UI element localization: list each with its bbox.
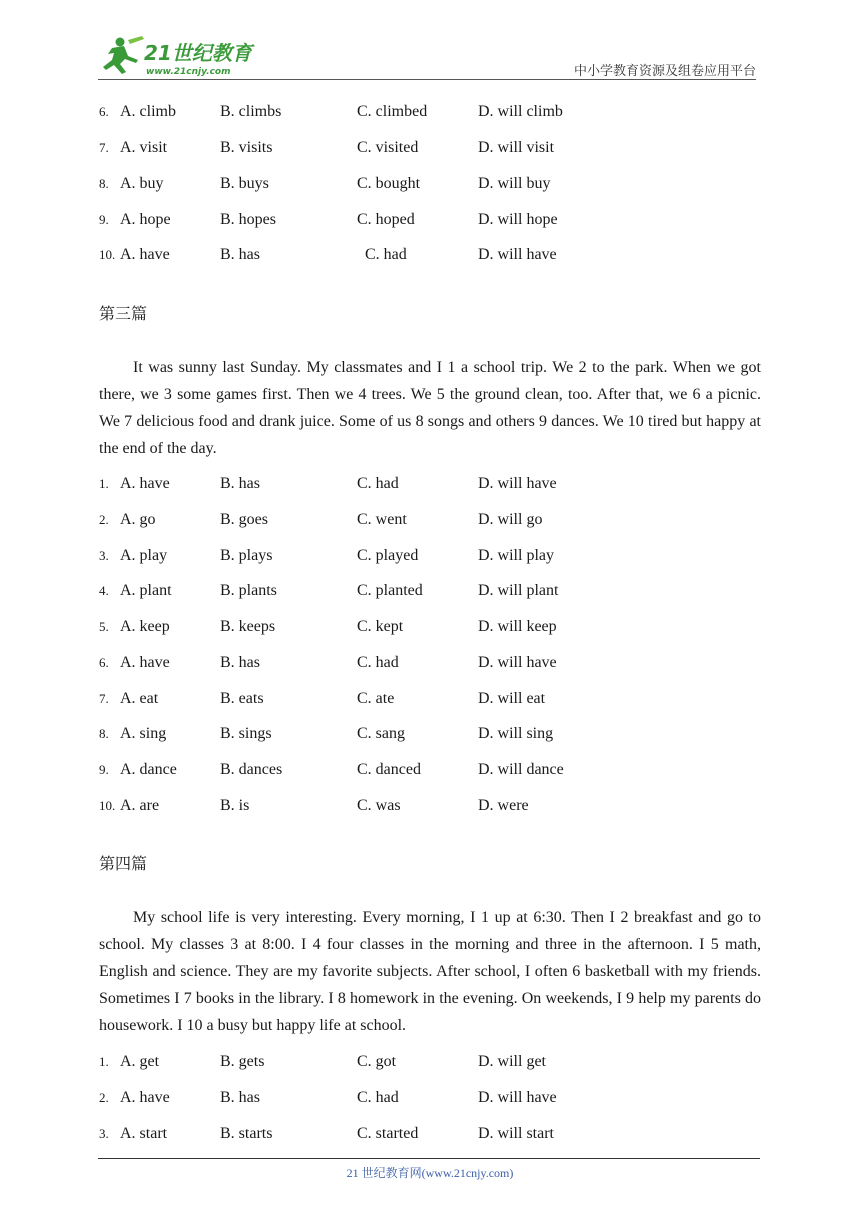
option-c: C. started [357,1125,419,1142]
option-d: D. will eat [478,690,546,707]
option-b: B. sings [220,725,272,742]
footer-divider [98,1158,760,1159]
page-header [98,30,756,78]
option-c: C. bought [357,175,421,192]
question-number: 7. [99,691,109,706]
option-a: A. hope [120,211,171,228]
option-c: C. sang [357,725,405,742]
option-a: A. get [120,1053,160,1070]
option-d: D. will go [478,511,543,528]
option-a: A. have [120,246,170,263]
option-a: A. have [120,475,170,492]
question-number: 5. [99,619,109,634]
question-number: 6. [99,655,109,670]
option-c: C. went [357,511,407,528]
option-a: A. play [120,547,168,564]
question-number: 8. [99,726,109,741]
site-logo [98,34,268,78]
option-a: A. buy [120,175,164,192]
question-number: 8. [99,176,109,191]
option-d: D. will keep [478,618,557,635]
option-b: B. keeps [220,618,276,635]
question-number: 9. [99,212,109,227]
option-c: C. ate [357,690,395,707]
passage-part4: My school life is very interesting. Every morning, I 1 up at 6:30. Then I 2 breakfast and go to school. My classes 3 at 8:00. I 4 four classes in the morning and three in the afternoon. I 5 math, English and science. They are my favorite subjects. After school, I often 6 basketball with my friends. Sometimes I 7 books in the library. I 8 homework in the evening. On weekends, I 9 help my parents do housework. I 10 a busy but happy life at school. [99,909,761,1034]
question-number: 1. [99,476,109,491]
option-d: D. were [478,797,529,814]
option-c: C. climbed [357,103,428,120]
option-b: B. climbs [220,103,282,120]
option-c: C. kept [357,618,404,635]
option-a: A. climb [120,103,176,120]
question-number: 10. [99,247,116,262]
option-c: C. played [357,547,419,564]
option-b: B. plays [220,547,273,564]
option-c: C. had [365,246,407,263]
option-a: A. are [120,797,160,814]
option-b: B. visits [220,139,273,156]
question-number: 4. [99,583,109,598]
option-b: B. has [220,246,260,263]
option-b: B. hopes [220,211,276,228]
option-d: D. will dance [478,761,564,778]
option-a: A. visit [120,139,168,156]
passage-part3: It was sunny last Sunday. My classmates and I 1 a school trip. We 2 to the park. When we got there, we 3 some games first. Then we 4 trees. We 5 the ground clean, too. After that, we 6 a picnic. We 7 delicious food and drank juice. Some of us 8 songs and others 9 dances. We 10 tired but happy at the end of the day. [99,359,761,457]
option-b: B. has [220,654,260,671]
option-b: B. dances [220,761,283,778]
option-c: C. hoped [357,211,415,228]
option-d: D. will have [478,1089,557,1106]
option-c: C. had [357,475,399,492]
option-b: B. starts [220,1125,273,1142]
option-c: C. had [357,1089,399,1106]
option-b: B. has [220,1089,260,1106]
option-b: B. has [220,475,260,492]
question-number: 3. [99,548,109,563]
option-b: B. is [220,797,250,814]
option-a: A. eat [120,690,159,707]
option-b: B. plants [220,582,277,599]
option-a: A. sing [120,725,167,742]
option-a: A. keep [120,618,170,635]
option-d: D. will get [478,1053,546,1070]
option-c: C. was [357,797,401,814]
option-c: C. visited [357,139,419,156]
option-a: A. dance [120,761,177,778]
header-platform-text: 中小学教育资源及组卷应用平台 [573,64,756,79]
option-c: C. got [357,1053,397,1070]
option-b: B. buys [220,175,269,192]
section-title-part3: 第三篇 [99,304,148,323]
option-c: C. planted [357,582,423,599]
option-a: A. plant [120,582,172,599]
option-a: A. have [120,1089,170,1106]
option-b: B. eats [220,690,264,707]
option-d: D. will climb [478,103,563,120]
option-a: A. have [120,654,170,671]
option-d: D. will hope [478,211,558,228]
option-d: D. will sing [478,725,554,742]
question-number: 7. [99,140,109,155]
question-number: 6. [99,104,109,119]
option-c: C. danced [357,761,421,778]
option-a: A. go [120,511,156,528]
option-d: D. will buy [478,175,551,192]
question-number: 1. [99,1054,109,1069]
svg-text:www.21cnjy.com: www.21cnjy.com [146,67,231,77]
question-number: 3. [99,1126,109,1141]
option-d: D. will start [478,1125,554,1142]
option-a: A. start [120,1125,168,1142]
option-b: B. goes [220,511,268,528]
option-b: B. gets [220,1053,265,1070]
question-number: 2. [99,1090,109,1105]
option-d: D. will plant [478,582,559,599]
svg-text:21世纪教育: 21世纪教育 [144,41,252,65]
option-c: C. had [357,654,399,671]
option-d: D. will have [478,475,557,492]
option-d: D. will have [478,246,557,263]
option-d: D. will have [478,654,557,671]
header-divider [98,79,756,80]
option-d: D. will play [478,547,554,564]
question-number: 2. [99,512,109,527]
option-d: D. will visit [478,139,555,156]
question-number: 9. [99,762,109,777]
section-title-part4: 第四篇 [99,854,148,873]
footer-link[interactable]: 21 世纪教育网(www.21cnjy.com) [346,1166,514,1180]
question-number: 10. [99,798,116,813]
